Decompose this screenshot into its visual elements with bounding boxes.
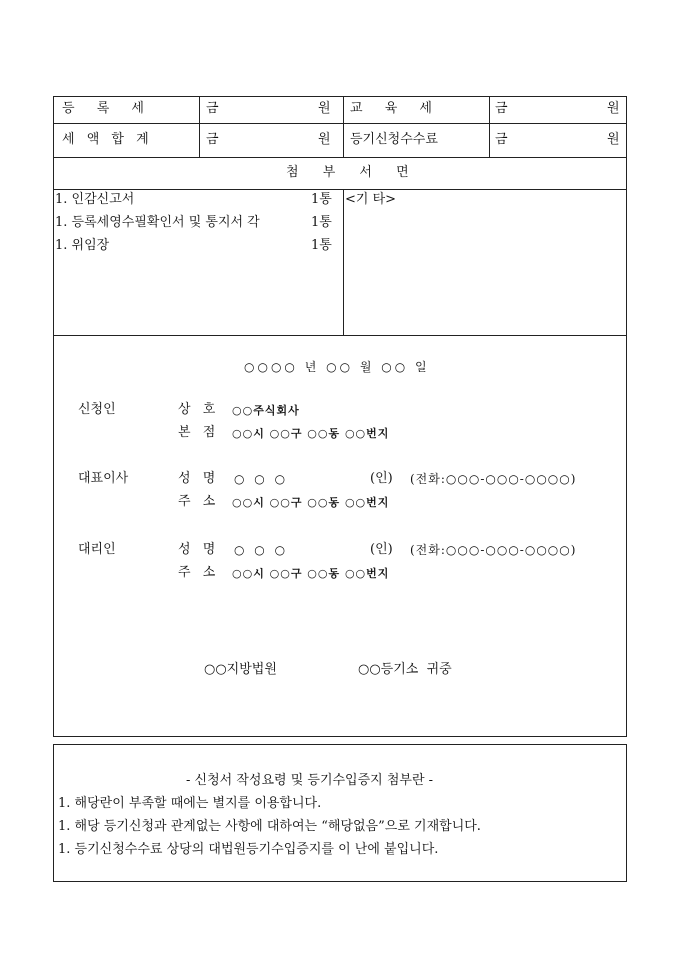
attachments-header: 첨 부 서 면 bbox=[286, 165, 419, 180]
representative-role: 대표이사 bbox=[78, 471, 129, 486]
fee-prefix: 금 bbox=[206, 132, 219, 147]
fee-prefix: 금 bbox=[495, 132, 508, 147]
fee-suffix: 원 bbox=[318, 132, 331, 147]
notes-title: - 신청서 작성요령 및 등기수입증지 첨부란 - bbox=[186, 773, 434, 788]
head-office-label: 본 점 bbox=[178, 425, 220, 440]
agent-address-value: ○○시 ○○구 ○○동 ○○번지 bbox=[232, 567, 390, 580]
attachment-item-count: 1통 bbox=[311, 215, 332, 230]
representative-name-label: 성 명 bbox=[178, 471, 220, 486]
fee-label-registration-tax: 등 록 세 bbox=[62, 101, 153, 116]
notes-item: 1. 해당 등기신청과 관계없는 사항에 대하여는 “해당없음”으로 기재합니다. bbox=[58, 819, 481, 834]
agent-role: 대리인 bbox=[78, 542, 116, 557]
representative-phone: (전화:○○○-○○○-○○○○) bbox=[410, 472, 577, 486]
fee-label-total-tax: 세 액 합 계 bbox=[62, 132, 153, 147]
registry-office: ○○등기소 귀중 bbox=[358, 662, 452, 677]
fee-label-education-tax: 교 육 세 bbox=[350, 101, 441, 116]
trade-name-label: 상 호 bbox=[178, 402, 220, 417]
court-name: ○○지방법원 bbox=[204, 662, 277, 677]
attachment-item-count: 1통 bbox=[311, 238, 332, 253]
agent-address-label: 주 소 bbox=[178, 565, 220, 580]
attachment-item-name: 1. 인감신고서 bbox=[55, 192, 135, 207]
representative-address-value: ○○시 ○○구 ○○동 ○○번지 bbox=[232, 496, 390, 509]
notes-item: 1. 해당란이 부족할 때에는 별지를 이용합니다. bbox=[58, 796, 322, 811]
attachment-item-name: 1. 등록세영수필확인서 및 통지서 각 bbox=[55, 215, 260, 230]
agent-seal: (인) bbox=[370, 542, 393, 557]
attachment-item-count: 1통 bbox=[311, 192, 332, 207]
fee-suffix: 원 bbox=[607, 132, 620, 147]
attachment-item-name: 1. 위임장 bbox=[55, 238, 110, 253]
representative-name-value: ○ ○ ○ bbox=[234, 472, 289, 486]
applicant-role: 신청인 bbox=[78, 402, 116, 417]
notes-item: 1. 등기신청수수료 상당의 대법원등기수입증지를 이 난에 붙입니다. bbox=[58, 842, 439, 857]
representative-seal: (인) bbox=[370, 471, 393, 486]
fee-suffix: 원 bbox=[318, 101, 331, 116]
agent-phone: (전화:○○○-○○○-○○○○) bbox=[410, 543, 577, 557]
agent-name-label: 성 명 bbox=[178, 542, 220, 557]
fee-suffix: 원 bbox=[607, 101, 620, 116]
agent-name-value: ○ ○ ○ bbox=[234, 543, 289, 557]
fee-prefix: 금 bbox=[206, 101, 219, 116]
fee-prefix: 금 bbox=[495, 101, 508, 116]
fee-label-registration-fee: 등기신청수수료 bbox=[350, 132, 438, 147]
attachments-other-label: <기 타> bbox=[345, 192, 397, 207]
head-office-value: ○○시 ○○구 ○○동 ○○번지 bbox=[232, 427, 390, 440]
application-date: ○○○○ 년 ○○ 월 ○○ 일 bbox=[244, 360, 430, 374]
trade-name-value: ○○주식회사 bbox=[232, 404, 300, 417]
representative-address-label: 주 소 bbox=[178, 494, 220, 509]
